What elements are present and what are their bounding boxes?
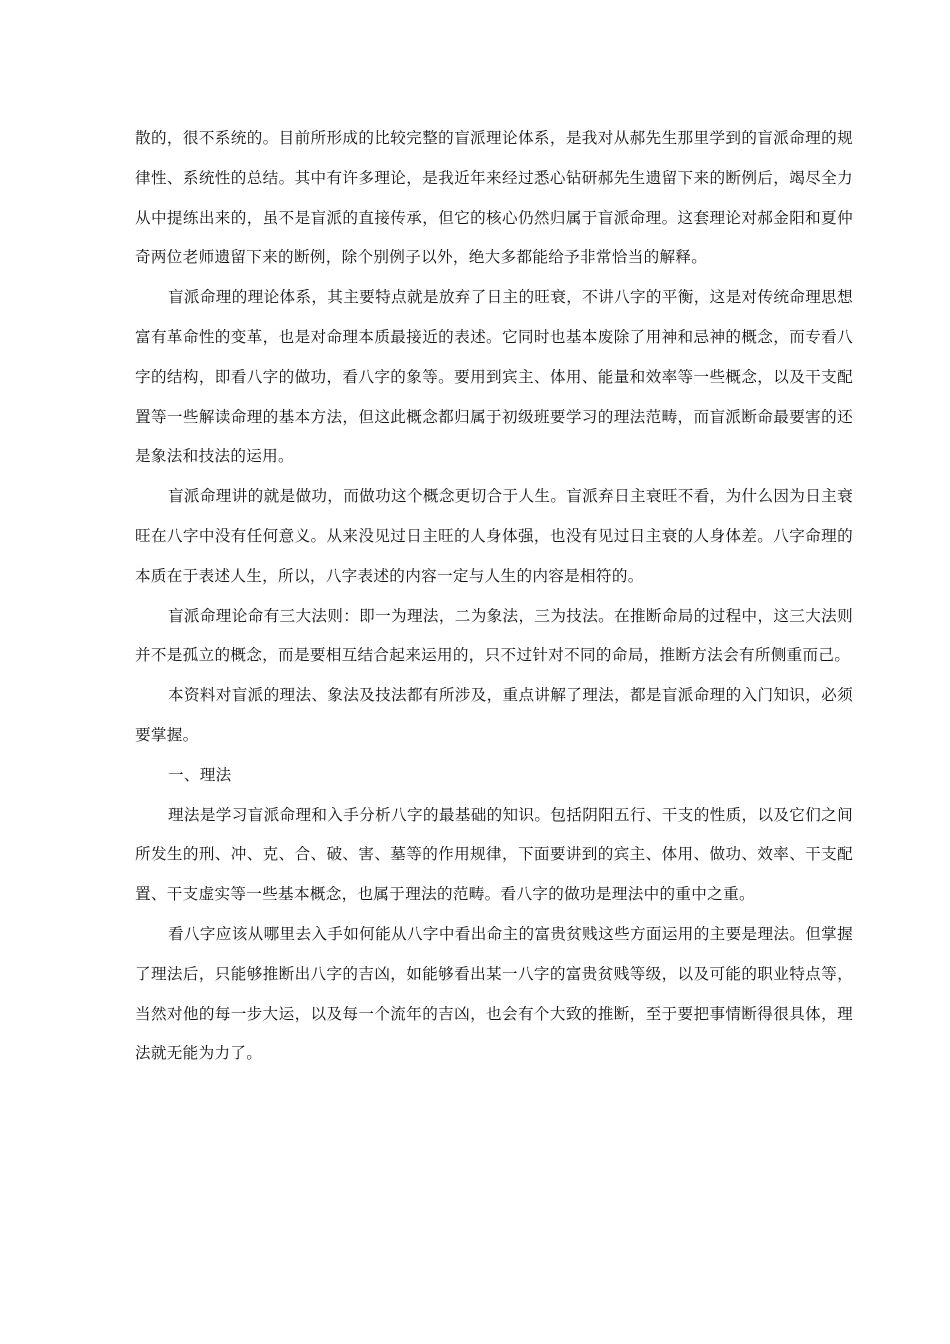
section-heading: 一、理法 xyxy=(168,765,232,784)
paragraph-6: 理法是学习盲派命理和入手分析八字的最基础的知识。包括阴阳五行、干支的性质，以及它们之间所发生的刑、冲、克、合、破、害、墓等的作用规律，下面要讲到的宾主、体用、做功、效率、干支配置、干支虚实等一些基本概念，也属于理法的范畴。看八字的做功是理法中的重中之重。 xyxy=(135,805,853,904)
paragraph-2: 盲派命理的理论体系，其主要特点就是放弃了日主的旺衰，不讲八字的平衡，这是对传统命理思想富有革命性的变革，也是对命理本质最接近的表述。它同时也基本废除了用神和忌神的概念，而专看八字的结构，即看八字的做功，看八字的象等。要用到宾主、体用、能量和效率等一些概念，以及干支配置等一些解读命理的基本方法，但这此概念都归属于初级班要学习的理法范畴，而盲派断命最要害的还是象法和技法的运用。 xyxy=(135,288,853,466)
paragraph-7: 看八字应该从哪里去入手如何能从八字中看出命主的富贵贫贱这些方面运用的主要是理法。但掌握了理法后，只能够推断出八字的吉凶，如能够看出某一八字的富贵贫贱等级，以及可能的职业特点等，当然对他的每一步大运，以及每一个流年的吉凶，也会有个大致的推断，至于要把事情断得很具体，理法就无能为力了。 xyxy=(135,924,853,1063)
paragraph-3: 盲派命理讲的就是做功，而做功这个概念更切合于人生。盲派弃日主衰旺不看，为什么因为日主衰旺在八字中没有任何意义。从来没见过日主旺的人身体强，也没有见过日主衰的人身体差。八字命理的本质在于表述人生，所以，八字表述的内容一定与人生的内容是相符的。 xyxy=(135,487,853,585)
body-text xyxy=(135,119,853,1074)
paragraph-1: 散的，很不系统的。目前所形成的比较完整的盲派理论体系，是我对从郝先生那里学到的盲派命理的规律性、系统性的总结。其中有许多理论，是我近年来经过悉心钻研郝先生遗留下来的断例后，竭尽全力从中提练出来的，虽不是盲派的直接传承，但它的核心仍然归属于盲派命理。这套理论对郝金阳和夏仲奇两位老师遗留下来的断例，除个别例子以外，绝大多都能给予非常恰当的解释。 xyxy=(135,129,853,267)
paragraph-4: 盲派命理论命有三大法则：即一为理法，二为象法，三为技法。在推断命局的过程中，这三大法则并不是孤立的概念，而是要相互结合起来运用的，只不过针对不同的命局，推断方法会有所侧重而己。 xyxy=(135,606,853,665)
paragraph-5: 本资料对盲派的理法、象法及技法都有所涉及，重点讲解了理法，都是盲派命理的入门知识，必须要掌握。 xyxy=(135,686,853,744)
